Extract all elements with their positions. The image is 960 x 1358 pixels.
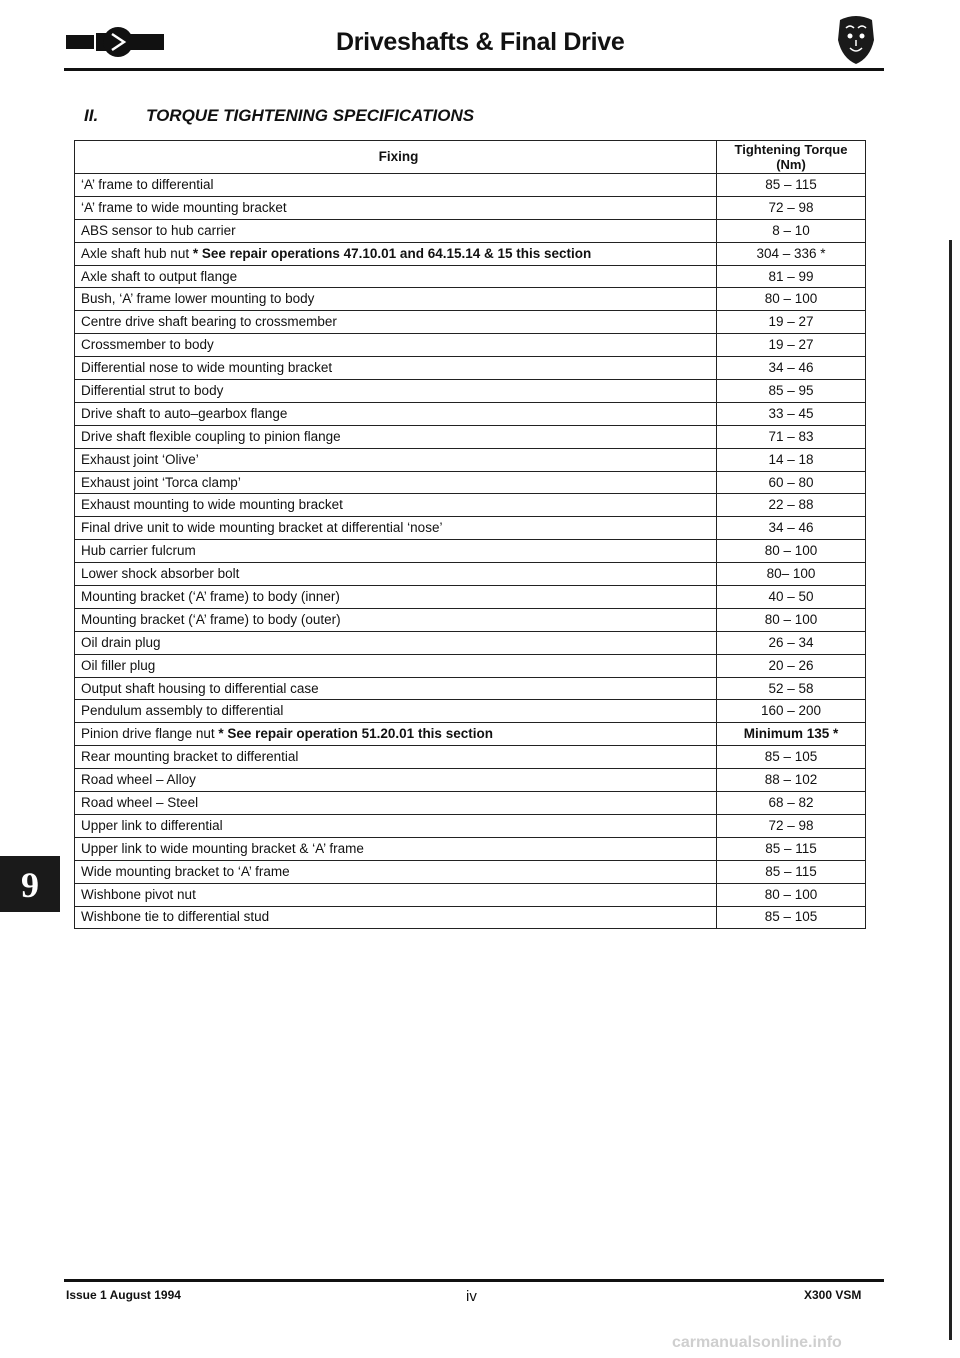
fixing-text: Differential strut to body bbox=[81, 382, 224, 398]
fixing-cell bbox=[75, 334, 717, 357]
fixing-text: Exhaust mounting to wide mounting bracket bbox=[81, 497, 343, 513]
table-row bbox=[75, 311, 866, 334]
table-row bbox=[75, 380, 866, 403]
repair-note: * See repair operations 47.10.01 and 64.15.14 & 15 this section bbox=[189, 245, 592, 261]
table-row bbox=[75, 448, 866, 471]
footer-issue: Issue 1 August 1994 bbox=[66, 1288, 181, 1302]
torque-cell: 85 – 105 bbox=[717, 906, 866, 929]
fixing-text: ‘A’ frame to wide mounting bracket bbox=[81, 199, 287, 215]
fixing-cell bbox=[75, 265, 717, 288]
torque-cell: 85 – 95 bbox=[717, 380, 866, 403]
torque-spec-table bbox=[74, 140, 866, 929]
table-row bbox=[75, 837, 866, 860]
torque-cell: 80 – 100 bbox=[717, 540, 866, 563]
table-row bbox=[75, 792, 866, 815]
table-row bbox=[75, 700, 866, 723]
table-row bbox=[75, 677, 866, 700]
fixing-text: ‘A’ frame to differential bbox=[81, 176, 214, 192]
torque-cell: 85 – 115 bbox=[717, 860, 866, 883]
fixing-cell bbox=[75, 311, 717, 334]
fixing-text: Oil drain plug bbox=[81, 634, 161, 650]
chapter-tab bbox=[0, 856, 60, 912]
fixing-text: Exhaust joint ‘Torca clamp’ bbox=[81, 474, 241, 490]
torque-cell: 14 – 18 bbox=[717, 448, 866, 471]
table-row bbox=[75, 517, 866, 540]
column-header-torque bbox=[717, 141, 866, 174]
fixing-cell bbox=[75, 402, 717, 425]
fixing-text: ABS sensor to hub carrier bbox=[81, 222, 236, 238]
table-row bbox=[75, 723, 866, 746]
fixing-text: Wishbone pivot nut bbox=[81, 886, 196, 902]
fixing-text: Road wheel – Steel bbox=[81, 794, 199, 810]
fixing-cell bbox=[75, 563, 717, 586]
fixing-text: Axle shaft hub nut bbox=[81, 245, 190, 261]
jaguar-head-logo bbox=[836, 14, 876, 66]
torque-cell: 88 – 102 bbox=[717, 769, 866, 792]
fixing-text: Mounting bracket (‘A’ frame) to body (outer) bbox=[81, 611, 341, 627]
header-rule bbox=[64, 68, 884, 71]
table-row bbox=[75, 746, 866, 769]
table-row bbox=[75, 174, 866, 197]
driveshaft-section-icon bbox=[66, 22, 164, 62]
table-row bbox=[75, 906, 866, 929]
fixing-text: Differential nose to wide mounting bracket bbox=[81, 360, 333, 376]
fixing-cell bbox=[75, 608, 717, 631]
torque-cell: 80 – 100 bbox=[717, 883, 866, 906]
fixing-text: Pendulum assembly to differential bbox=[81, 703, 284, 719]
fixing-cell bbox=[75, 723, 717, 746]
torque-cell: 80 – 100 bbox=[717, 288, 866, 311]
footer-page-number: iv bbox=[466, 1288, 477, 1305]
table-header-row bbox=[75, 141, 866, 174]
fixing-cell bbox=[75, 471, 717, 494]
section-title: TORQUE TIGHTENING SPECIFICATIONS bbox=[146, 106, 475, 125]
fixing-text: Bush, ‘A’ frame lower mounting to body bbox=[81, 291, 315, 307]
table-row bbox=[75, 814, 866, 837]
section-number: II. bbox=[84, 106, 99, 125]
table-row bbox=[75, 540, 866, 563]
torque-cell: 33 – 45 bbox=[717, 402, 866, 425]
fixing-cell bbox=[75, 494, 717, 517]
fixing-cell bbox=[75, 288, 717, 311]
page-title: Driveshafts & Final Drive bbox=[336, 28, 625, 56]
torque-cell: 85 – 115 bbox=[717, 837, 866, 860]
table-row bbox=[75, 357, 866, 380]
torque-cell: 68 – 82 bbox=[717, 792, 866, 815]
fixing-text: Pinion drive flange nut bbox=[81, 726, 215, 742]
torque-cell: 40 – 50 bbox=[717, 586, 866, 609]
fixing-cell bbox=[75, 769, 717, 792]
fixing-text: Oil filler plug bbox=[81, 657, 156, 673]
fixing-cell bbox=[75, 837, 717, 860]
fixing-text: Final drive unit to wide mounting bracket at differential ‘nose’ bbox=[81, 520, 443, 536]
column-header-torque-line1: Tightening Torque bbox=[734, 142, 848, 157]
torque-cell: 8 – 10 bbox=[717, 219, 866, 242]
table-row bbox=[75, 654, 866, 677]
section-heading bbox=[84, 106, 474, 126]
repair-note: * See repair operation 51.20.01 this section bbox=[214, 726, 493, 742]
table-row bbox=[75, 265, 866, 288]
table-row bbox=[75, 219, 866, 242]
table-row bbox=[75, 494, 866, 517]
table-row bbox=[75, 608, 866, 631]
fixing-text: Rear mounting bracket to differential bbox=[81, 749, 299, 765]
table-row bbox=[75, 563, 866, 586]
table-row bbox=[75, 242, 866, 265]
fixing-cell bbox=[75, 860, 717, 883]
torque-cell: Minimum 135 * bbox=[717, 723, 866, 746]
fixing-cell bbox=[75, 380, 717, 403]
torque-cell: 26 – 34 bbox=[717, 631, 866, 654]
footer-rule bbox=[64, 1279, 884, 1282]
fixing-text: Drive shaft to auto–gearbox flange bbox=[81, 405, 288, 421]
fixing-text: Upper link to wide mounting bracket & ‘A’ frame bbox=[81, 840, 364, 856]
fixing-cell bbox=[75, 219, 717, 242]
fixing-cell bbox=[75, 586, 717, 609]
column-header-torque-line2: (Nm) bbox=[776, 157, 806, 172]
torque-cell: 34 – 46 bbox=[717, 517, 866, 540]
torque-cell: 72 – 98 bbox=[717, 814, 866, 837]
fixing-cell bbox=[75, 792, 717, 815]
fixing-cell bbox=[75, 517, 717, 540]
torque-cell: 80 – 100 bbox=[717, 608, 866, 631]
fixing-text: Lower shock absorber bolt bbox=[81, 566, 240, 582]
footer-document-code: X300 VSM bbox=[804, 1288, 862, 1302]
torque-cell: 72 – 98 bbox=[717, 196, 866, 219]
fixing-text: Upper link to differential bbox=[81, 817, 223, 833]
torque-cell: 19 – 27 bbox=[717, 311, 866, 334]
torque-cell: 160 – 200 bbox=[717, 700, 866, 723]
torque-cell: 81 – 99 bbox=[717, 265, 866, 288]
fixing-text: Exhaust joint ‘Olive’ bbox=[81, 451, 199, 467]
table-body bbox=[75, 174, 866, 929]
table-row bbox=[75, 402, 866, 425]
table-row bbox=[75, 425, 866, 448]
fixing-cell bbox=[75, 196, 717, 219]
torque-cell: 20 – 26 bbox=[717, 654, 866, 677]
fixing-text: Centre drive shaft bearing to crossmember bbox=[81, 314, 337, 330]
table-row bbox=[75, 586, 866, 609]
page-edge-line bbox=[949, 240, 952, 1340]
fixing-text: Road wheel – Alloy bbox=[81, 772, 196, 788]
torque-cell: 85 – 115 bbox=[717, 174, 866, 197]
fixing-text: Axle shaft to output flange bbox=[81, 268, 238, 284]
table-row bbox=[75, 769, 866, 792]
table-row bbox=[75, 860, 866, 883]
table-row bbox=[75, 334, 866, 357]
column-header-fixing: Fixing bbox=[75, 141, 717, 174]
fixing-cell bbox=[75, 425, 717, 448]
torque-cell: 52 – 58 bbox=[717, 677, 866, 700]
torque-cell: 34 – 46 bbox=[717, 357, 866, 380]
fixing-cell bbox=[75, 814, 717, 837]
fixing-cell bbox=[75, 242, 717, 265]
watermark: carmanualsonline.info bbox=[672, 1334, 842, 1351]
fixing-cell bbox=[75, 540, 717, 563]
fixing-cell bbox=[75, 631, 717, 654]
torque-cell: 85 – 105 bbox=[717, 746, 866, 769]
fixing-cell bbox=[75, 677, 717, 700]
torque-cell: 304 – 336 * bbox=[717, 242, 866, 265]
torque-cell: 80– 100 bbox=[717, 563, 866, 586]
fixing-cell bbox=[75, 746, 717, 769]
fixing-cell bbox=[75, 448, 717, 471]
torque-cell: 19 – 27 bbox=[717, 334, 866, 357]
table-row bbox=[75, 883, 866, 906]
fixing-text: Wide mounting bracket to ‘A’ frame bbox=[81, 863, 290, 879]
fixing-cell bbox=[75, 906, 717, 929]
fixing-text: Wishbone tie to differential stud bbox=[81, 909, 270, 925]
fixing-cell bbox=[75, 357, 717, 380]
chapter-number: 9 bbox=[21, 865, 39, 905]
fixing-cell bbox=[75, 174, 717, 197]
table-row bbox=[75, 288, 866, 311]
fixing-text: Output shaft housing to differential case bbox=[81, 680, 319, 696]
torque-cell: 71 – 83 bbox=[717, 425, 866, 448]
table-row bbox=[75, 631, 866, 654]
table-row bbox=[75, 471, 866, 494]
fixing-cell bbox=[75, 654, 717, 677]
fixing-text: Hub carrier fulcrum bbox=[81, 543, 196, 559]
torque-cell: 22 – 88 bbox=[717, 494, 866, 517]
fixing-cell bbox=[75, 883, 717, 906]
torque-cell: 60 – 80 bbox=[717, 471, 866, 494]
fixing-cell bbox=[75, 700, 717, 723]
fixing-text: Drive shaft flexible coupling to pinion flange bbox=[81, 428, 341, 444]
fixing-text: Mounting bracket (‘A’ frame) to body (inner) bbox=[81, 588, 340, 604]
fixing-text: Crossmember to body bbox=[81, 337, 214, 353]
table-row bbox=[75, 196, 866, 219]
